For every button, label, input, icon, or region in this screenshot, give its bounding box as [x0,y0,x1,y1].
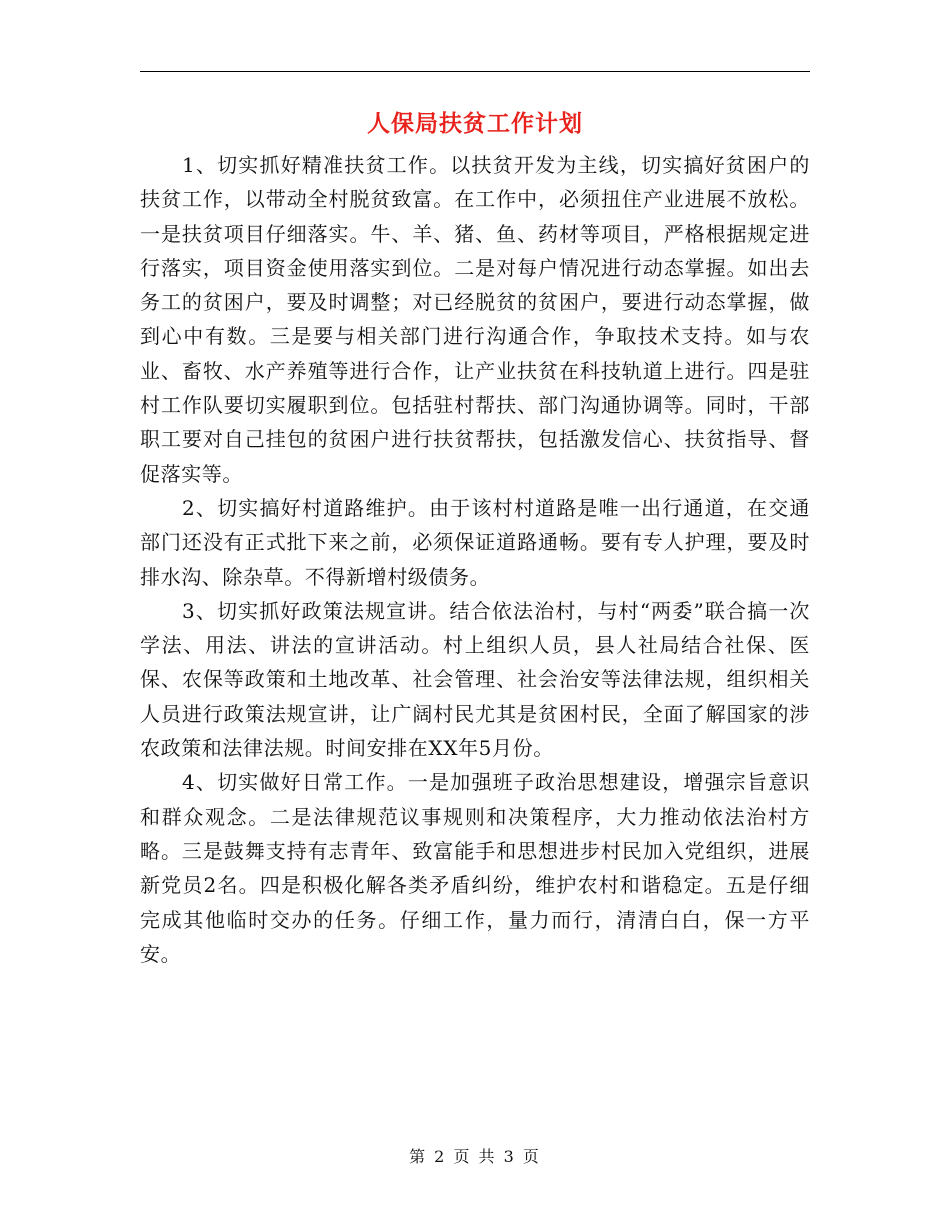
paragraph-2: 2、切实搞好村道路维护。由于该村村道路是唯一出行通道，在交通部门还没有正式批下来之前，必须保证道路通畅。要有专人护理，要及时排水沟、除杂草。不得新增村级债务。 [140,495,810,589]
paragraph-4: 4、切实做好日常工作。一是加强班子政治思想建设，增强宗旨意识和群众观念。二是法律规范议事规则和决策程序，大力推动依法治村方略。三是鼓舞支持有志青年、致富能手和思想进步村民加入党组织，进展新党员2名。四是积极化解各类矛盾纠纷，维护农村和谐稳定。五是仔细完成其他临时交办的任务。仔细工作，量力而行，清清白白，保一方平安。 [140,770,810,966]
header-rule [140,71,810,72]
paragraph-3: 3、切实抓好政策法规宣讲。结合依法治村，与村“两委”联合搞一次学法、用法、讲法的宣讲活动。村上组织人员，县人社局结合社保、医保、农保等政策和土地改革、社会管理、社会治安等法律法规，组织相关人员进行政策法规宣讲，让广阔村民尤其是贫困村民，全面了解国家的涉农政策和法律法规。时间安排在XX年5月份。 [140,598,810,761]
document-title: 人保局扶贫工作计划 [367,110,583,137]
document-body [140,148,810,971]
page-number-footer: 第 2 页 共 3 页 [409,1147,541,1166]
paragraph-1: 1、切实抓好精准扶贫工作。以扶贫开发为主线，切实搞好贫困户的扶贫工作，以带动全村脱贫致富。在工作中，必须扭住产业进展不放松。一是扶贫项目仔细落实。牛、羊、猪、鱼、药材等项目，严格根据规定进行落实，项目资金使用落实到位。二是对每户情况进行动态掌握。如出去务工的贫困户，要及时调整；对已经脱贫的贫困户，要进行动态掌握，做到心中有数。三是要与相关部门进行沟通合作，争取技术支持。如与农业、畜牧、水产养殖等进行合作，让产业扶贫在科技轨道上进行。四是驻村工作队要切实履职到位。包括驻村帮扶、部门沟通协调等。同时，干部职工要对自己挂包的贫困户进行扶贫帮扶，包括激发信心、扶贫指导、督促落实等。 [140,153,810,486]
